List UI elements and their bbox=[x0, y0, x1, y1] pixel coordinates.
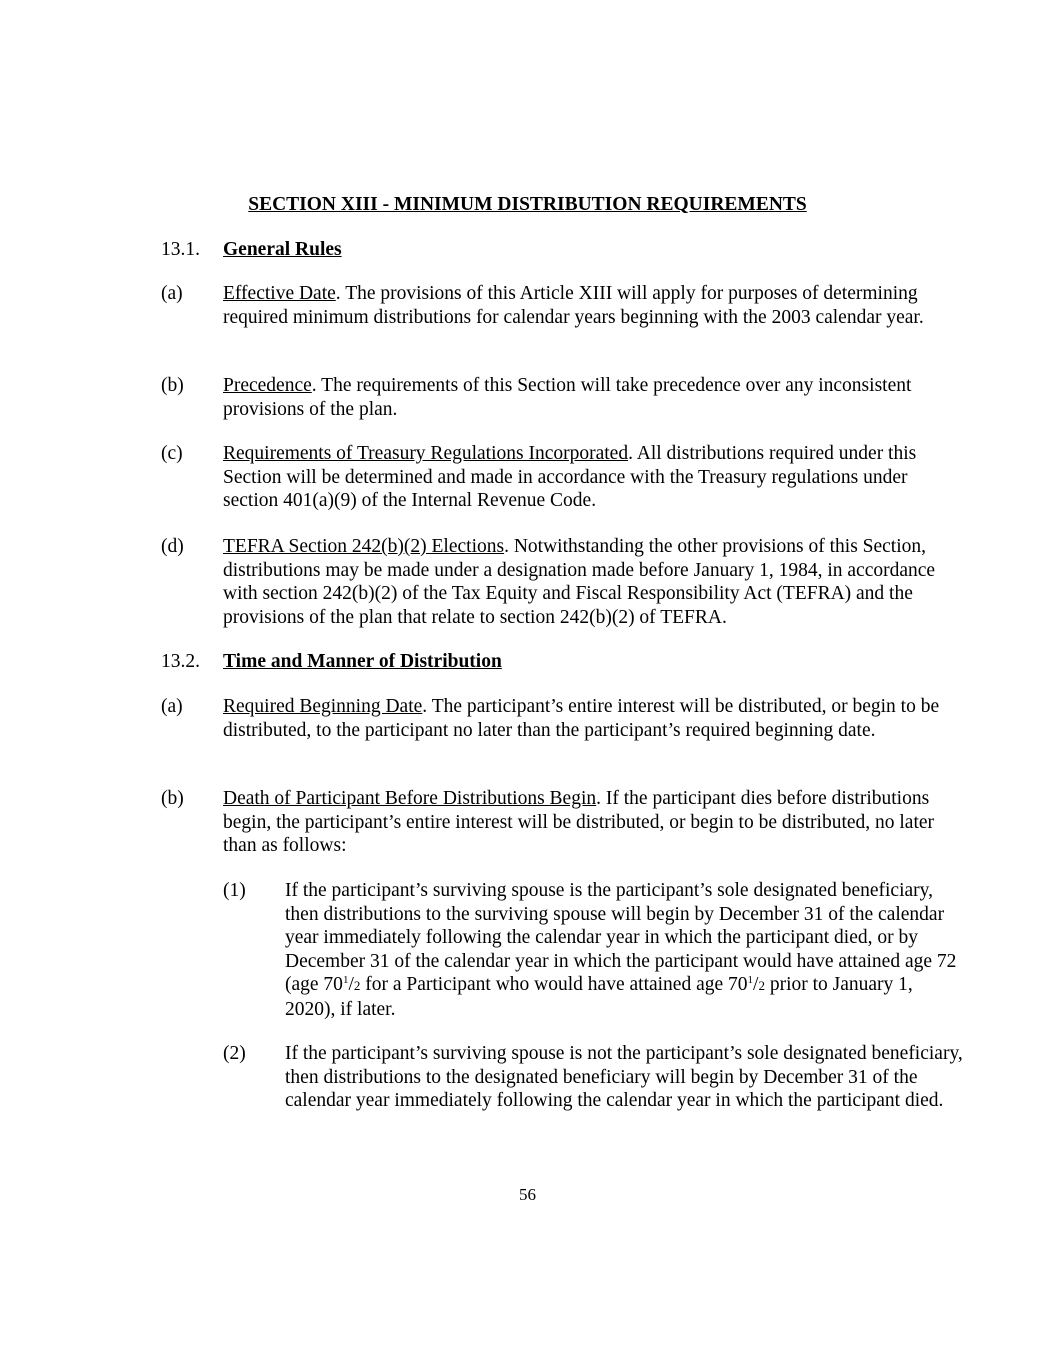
paragraph-label: (b) bbox=[161, 375, 184, 396]
paragraph-title: Required Beginning Date bbox=[223, 696, 423, 717]
paragraph-body: . The provisions of this Article XIII will apply for purposes of determining required minimum distributions for calendar years beginning with the 2003 calendar year. bbox=[223, 283, 924, 328]
paragraph-text bbox=[223, 787, 961, 858]
page-number: 56 bbox=[519, 1185, 536, 1204]
subparagraph-body-part3: prior to January 1, 2020), if later. bbox=[285, 974, 913, 1020]
paragraph-label: (a) bbox=[161, 283, 183, 304]
paragraph-label: (c) bbox=[161, 443, 183, 464]
paragraph-body: . The participant’s entire interest will be distributed, or begin to be distributed, to the participant no later than the participant’s required beginning date. bbox=[223, 696, 940, 741]
section-number: 13.1. bbox=[161, 239, 200, 260]
paragraph-text bbox=[223, 695, 961, 742]
section-title: General Rules bbox=[223, 239, 342, 260]
paragraph-body: . If the participant dies before distributions begin, the participant’s entire interest will be distributed, or begin to be distributed, no later than as follows: bbox=[223, 788, 935, 856]
paragraph-label: (a) bbox=[161, 696, 183, 717]
subparagraph-text bbox=[285, 879, 963, 1021]
section-title: Time and Manner of Distribution bbox=[223, 651, 502, 672]
subparagraph-body-part1: If the participant’s surviving spouse is the participant’s sole designated beneficiary, then distributions to the surviving spouse will begin by December 31 of the calendar year immediately following the calendar year in which the participant died, or by December 31 of the calendar year in which the participant would have attained age 72 (age 70 bbox=[285, 880, 957, 995]
paragraph-body: . The requirements of this Section will take precedence over any inconsistent provisions of the plan. bbox=[223, 375, 912, 420]
subparagraph-label: (2) bbox=[223, 1043, 246, 1064]
fraction-denominator: 2 bbox=[353, 978, 361, 993]
fraction-separator: / bbox=[348, 974, 354, 995]
paragraph-title: Requirements of Treasury Regulations Incorporated bbox=[223, 443, 629, 464]
paragraph-title: Death of Participant Before Distributions Begin bbox=[223, 788, 597, 809]
subparagraph-label: (1) bbox=[223, 880, 246, 901]
paragraph-title: Effective Date bbox=[223, 283, 336, 304]
paragraph-label: (d) bbox=[161, 536, 184, 557]
paragraph-body: . Notwithstanding the other provisions of this Section, distributions may be made under a designation made before January 1, 1984, in accordance with section 242(b)(2) of the Tax Equity and Fiscal Responsibility Act (TEFRA) and the provisions of the plan that relate to section 242(b)(2) of TEFRA. bbox=[223, 536, 936, 628]
paragraph-title: Precedence bbox=[223, 375, 312, 396]
paragraph-text bbox=[223, 535, 961, 629]
paragraph-text bbox=[223, 374, 961, 421]
fraction-denominator: 2 bbox=[758, 978, 765, 993]
paragraph-title: TEFRA Section 242(b)(2) Elections bbox=[223, 536, 505, 557]
section-number: 13.2. bbox=[161, 651, 200, 672]
fraction-numerator: 1 bbox=[747, 974, 754, 986]
fraction-numerator: 1 bbox=[342, 974, 349, 986]
paragraph-text bbox=[223, 442, 961, 513]
paragraph-body: . All distributions required under this Section will be determined and made in accordance with the Treasury regulations under section 401(a)(9) of the Internal Revenue Code. bbox=[223, 443, 917, 511]
fraction-separator: / bbox=[753, 974, 759, 995]
paragraph-text bbox=[223, 282, 961, 329]
subparagraph-text: If the participant’s surviving spouse is not the participant’s sole designated beneficiary, then distributions to the designated beneficiary will begin by December 31 of the calendar year immediately following the calendar year in which the participant died. bbox=[285, 1043, 963, 1111]
paragraph-label: (b) bbox=[161, 788, 184, 809]
subparagraph-body-part2: for a Participant who would have attained age 70 bbox=[360, 974, 748, 995]
page-heading: SECTION XIII - MINIMUM DISTRIBUTION REQUIREMENTS bbox=[248, 194, 807, 215]
